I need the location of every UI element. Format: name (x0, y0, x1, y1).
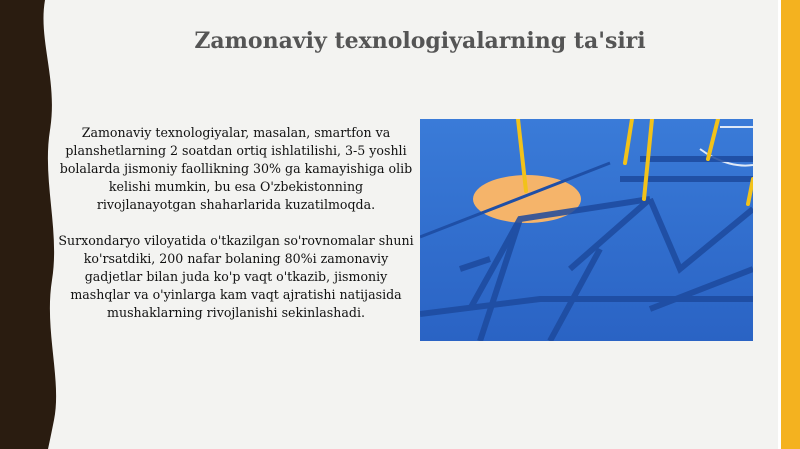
paragraph-2: Surxondaryo viloyatida o'tkazilgan so'rovnomalar shuni ko'rsatdiki, 200 nafar bolaning 80%i zamonaviy gadjetlar bilan juda ko'p vaqt o'tkazib, jismoniy mashqlar va o'yinlarga kam vaqt ajratishi natijasida mushaklarning rivojlanishi sekinlashadi. (58, 233, 414, 320)
slide-title: Zamonaviy texnologiyalarning ta'siri (194, 28, 646, 54)
paragraph-1: Zamonaviy texnologiyalar, masalan, smartfon va planshetlarning 2 soatdan ortiq ishlatilishi, 3-5 yoshli bolalarda jismoniy faollikning 30% ga kamayishiga olib kelishi mumkin, bu esa O'zbekistonning rivojlanayotgan shaharlarida kuzatilmoqda. (59, 125, 413, 212)
slide-body (58, 124, 414, 322)
court-photo (420, 119, 753, 341)
right-accent-bar (781, 0, 800, 449)
